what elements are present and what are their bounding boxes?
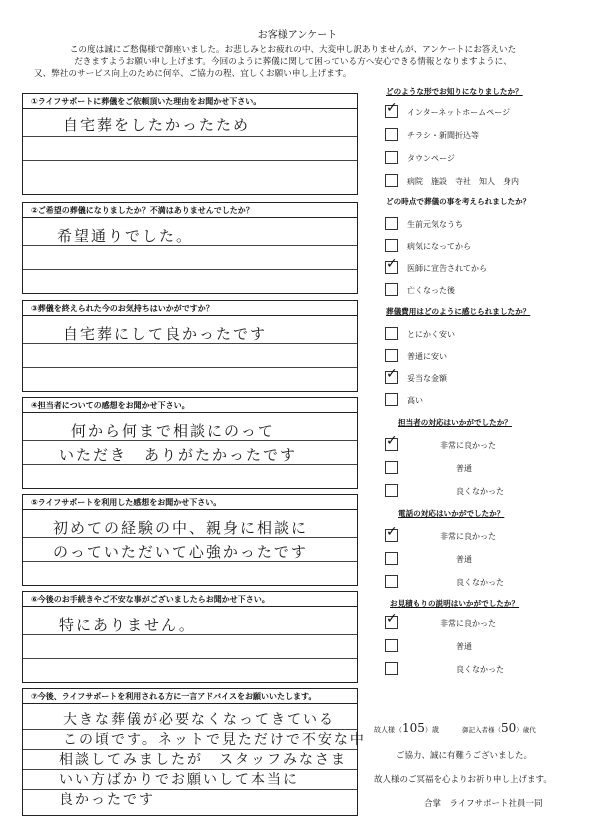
deceased-age-value: 105 [402,721,425,735]
group-heading-source: どのような形でお知りになりましたか？ [386,87,523,96]
question-label: ①ライフサポートに葬儀をご依頼頂いた理由をお聞かせ下さい。 [23,94,357,109]
checkbox-phone-not-good[interactable] [385,575,398,588]
checkbox-referral[interactable] [385,174,398,187]
handwritten-answer: 大きな葬儀が必要なくなってきている [63,712,335,728]
checkbox-expensive[interactable] [385,393,398,406]
checkbox-after-death[interactable] [385,283,398,296]
checkbox-townpage[interactable] [385,151,398,164]
question-box-3 [22,300,358,392]
writer-age-value: 50 [501,721,517,735]
intro-line: だきますようお願い申し上げます。今回のように葬儀に関して困っている方へ安心できる情報となりますように、 [74,57,512,68]
check-mark-icon: ✓ [386,366,398,382]
option-label: 病気になってから [407,242,471,251]
checkbox-staff-not-good[interactable] [385,484,398,497]
option-label: 病院 施設 寺社 知人 身内 [407,177,519,186]
answer-line [23,269,357,270]
option-label: 普通に安い [407,352,447,361]
intro-text [28,44,558,81]
handwritten-answer: 何から何まで相談にのって [71,422,275,440]
option-label: 良くなかった [456,487,504,496]
question-label: ②ご希望の葬儀になりましたか？不満はありませんでしたか？ [23,203,357,218]
handwritten-answer: 良かったです [59,792,155,808]
writer-age-unit: ）歳代 [516,726,536,734]
prayer-text: 故人様のご冥福を心よりお祈り申し上げます。 [374,775,552,785]
group-heading-estimate: お見積もりの説明はいかがでしたか？ [390,599,520,608]
option-label: 良くなかった [456,665,504,674]
question-box-5 [22,494,358,586]
option-label: 非常に良かった [440,441,496,450]
option-label: 普通 [456,464,472,473]
intro-line: 又、弊社のサービス向上のために何卒、ご協力の程、宜しくお願い申し上げます。 [34,69,352,80]
checkbox-flyer[interactable] [385,128,398,141]
option-label: 亡くなった後 [407,286,455,295]
handwritten-answer: 相談してみましたが スタッフみなさま [59,752,347,768]
check-mark-icon: ✓ [386,524,398,540]
handwritten-answer: いい方ばかりでお願いして本当に [59,772,299,788]
option-label: 普通 [456,555,472,564]
handwritten-answer: のっていただいて心強かったです [53,543,308,561]
deceased-age [374,721,439,735]
thanks-text: ご協力、誠に有難うございました。 [396,751,533,761]
check-mark-icon: ✓ [386,100,398,116]
deceased-age-unit: ）歳 [424,726,439,734]
option-label: とにかく安い [407,330,455,339]
checkbox-estimate-not-good[interactable] [385,662,398,675]
option-label: 生前元気なうち [407,220,463,229]
group-heading-cost: 葬儀費用はどのように感じられましたか？ [386,307,531,316]
question-label: ⑤ライフサポートを利用した感想をお聞かせ下さい。 [23,495,357,510]
question-box-2 [22,202,358,294]
option-label: 医師に宣告されてから [407,264,487,273]
option-label: 高い [407,396,423,405]
option-label: 良くなかった [456,578,504,587]
check-mark-icon: ✓ [386,256,398,272]
option-label: 非常に良かった [440,619,496,628]
group-heading-timing: どの時点で葬儀の事を考えられましたか？ [386,197,531,206]
option-label: 非常に良かった [440,532,496,541]
checkbox-estimate-normal[interactable] [385,639,398,652]
check-mark-icon: ✓ [386,611,398,627]
answer-line [23,367,357,368]
check-mark-icon: ✓ [386,433,398,449]
question-label: ⑥今後のお手続きやご不安な事がございましたらお聞かせ下さい。 [23,592,357,607]
writer-age [462,721,536,735]
question-box-4 [22,397,358,489]
answer-line [23,160,357,161]
writer-age-label: 御記入者様（ [462,726,501,734]
handwritten-answer: 特にありません。 [59,616,196,634]
question-box-7 [22,688,366,816]
intro-line: この度は誠にご愁傷様で御座いました。お悲しみとお疲れの中、大変申し訳ありませんが、アンケートにお答えいた [69,45,517,55]
handwritten-answer: 自宅葬をしたかったため [63,116,251,134]
checkbox-cheap[interactable] [385,349,398,362]
option-label: 普通 [456,642,472,651]
answer-line [23,136,357,137]
question-box-1 [22,93,358,195]
group-heading-staff: 担当者の対応はいかがでしたか？ [398,418,512,427]
question-label: ③葬儀を終えられた今のお気持ちはいかがですか？ [23,301,357,316]
answer-line [23,658,357,659]
handwritten-answer: 初めての経験の中、親身に相談に [53,519,309,537]
checkbox-very-cheap[interactable] [385,327,398,340]
handwritten-answer: 希望通りでした。 [57,227,194,245]
checkbox-healthy[interactable] [385,217,398,230]
question-label: ④担当者についての感想をお聞かせ下さい。 [23,398,357,413]
group-heading-phone: 電話の対応はいかがでしたか？ [398,509,505,518]
option-label: チラシ・新聞折込等 [407,131,479,140]
deceased-age-label: 故人様（ [374,726,402,734]
handwritten-answer: いただき ありがたかったです [59,446,298,464]
question-label: ⑦今後、ライフサポートを利用される方に一言アドバイスをお願いいたします。 [23,689,357,704]
option-label: インターネットホームページ [407,108,511,117]
checkbox-phone-normal[interactable] [385,552,398,565]
checkbox-ill[interactable] [385,239,398,252]
signature-text: 合掌 ライフサポート社員一同 [424,799,543,809]
page-title: お客様アンケート [257,30,338,41]
handwritten-answer: 自宅葬にして良かったです [63,325,268,343]
handwritten-answer: この頃です。ネットで見ただけで不安な中 [63,732,366,748]
checkbox-staff-normal[interactable] [385,461,398,474]
option-label: 妥当な金額 [407,374,447,383]
option-label: タウンページ [407,154,455,163]
question-box-6 [22,591,358,683]
